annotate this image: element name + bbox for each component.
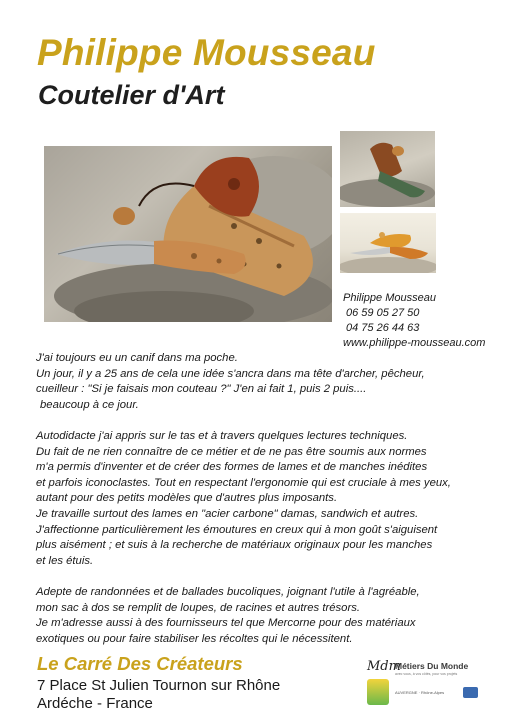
biography-text xyxy=(36,351,481,647)
paragraph-materials xyxy=(36,585,481,647)
text-line: et les étuis. xyxy=(36,554,94,567)
venue-address xyxy=(37,677,280,713)
contact-info xyxy=(343,291,485,351)
text-line: Un jour, il y a 25 ans de cela une idée s'ancra dans ma tête d'archer, pêcheur, xyxy=(36,367,425,380)
text-line: Je travaille surtout des lames en "acier carbone" damas, sandwich et autres. xyxy=(36,507,419,520)
venue-address-line1: 7 Place St Julien Tournon sur Rhône xyxy=(37,677,281,694)
text-line: mon sac à dos se remplit de loupes, de racines et autres trésors. xyxy=(36,601,361,614)
artisan-name-title: Philippe Mousseau xyxy=(37,32,376,73)
text-line: Du fait de ne rien connaître de ce métier et de ne pas être soumis aux normes xyxy=(36,445,427,458)
knife-orange-handle-illustration xyxy=(340,213,436,273)
partner-logos xyxy=(367,659,487,709)
knife-detail-photo-1 xyxy=(340,131,435,207)
knife-and-sheath-photo xyxy=(44,146,332,322)
text-line: Adepte de randonnées et de ballades bucoliques, joignant l'utile à l'agréable, xyxy=(36,585,420,598)
venue-address-line2: Ardéche - France xyxy=(37,695,153,712)
text-line: beaucoup à ce jour. xyxy=(40,398,139,411)
region-logo-text: AUVERGNE · Rhône-Alpes xyxy=(395,690,445,695)
text-line: J'ai toujours eu un canif dans ma poche. xyxy=(36,352,238,364)
text-line: m'a permis d'inventer et de créer des formes de lames et de manches inédites xyxy=(36,461,428,474)
text-line: Je m'adresse aussi à des fournisseurs tel que Mercorne pour des matériaux xyxy=(36,617,416,630)
text-line: autant pour des petits modèles que d'autres plus imposants. xyxy=(36,492,338,505)
text-line: J'affectionne particulièrement les émoutures en creux qui à mon goût s'aiguisent xyxy=(36,523,438,536)
mdm-monogram-logo: Mdm xyxy=(367,659,401,674)
artisan-trade-subtitle: Coutelier d'Art xyxy=(38,80,225,110)
venue-name: Le Carré Des Créateurs xyxy=(37,653,243,674)
text-line: cueilleur : "Si je faisais mon couteau ?" J'en ai fait 1, puis 2 puis.... xyxy=(36,383,367,396)
text-line: exotiques ou pour faire stabiliser les récoltes qui le nécessitent. xyxy=(36,632,353,645)
contact-name: Philippe Mousseau xyxy=(343,292,436,304)
paragraph-intro xyxy=(36,351,481,413)
mdm-logo-name: Métiers Du Monde xyxy=(395,661,469,671)
mdm-logo-tagline: avec vous, à vos côtés, pour vos projets xyxy=(395,672,458,676)
event-badge-logo xyxy=(367,679,389,705)
knife-sheath-illustration xyxy=(44,146,332,322)
knife-green-sheath-illustration xyxy=(340,131,435,207)
rhone-department-logo xyxy=(463,687,478,698)
contact-phone-mobile: 06 59 05 27 50 xyxy=(346,307,420,319)
contact-phone-landline: 04 75 26 44 63 xyxy=(346,322,420,334)
text-line: et parfois iconoclastes. Tout en respectant l'ergonomie qui est cruciale à mes yeux, xyxy=(36,476,451,489)
text-line: plus aisément ; et suis à la recherche de matériaux originaux pour les manches xyxy=(36,539,433,552)
knife-detail-photo-2 xyxy=(340,213,436,273)
paragraph-craft xyxy=(36,429,481,569)
contact-website-link[interactable]: www.philippe-mousseau.com xyxy=(343,337,486,349)
text-line: Autodidacte j'ai appris sur le tas et à travers quelques lectures techniques. xyxy=(36,429,408,442)
